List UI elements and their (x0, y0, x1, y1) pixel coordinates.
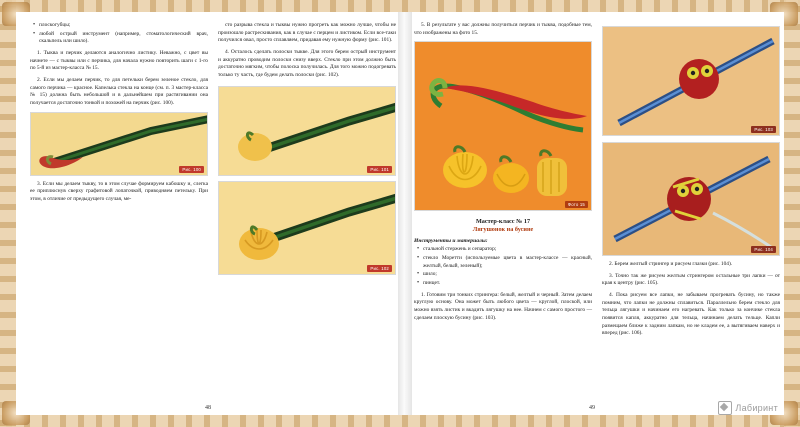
materials-heading: Инструменты и материалы: (414, 238, 488, 245)
photo-pepper-pumpkins (415, 42, 592, 210)
decorative-border-bottom (0, 415, 800, 427)
figure-caption: Рис. 103 (751, 126, 776, 133)
paragraph: 3. Если мы делаем тыкву, то в этом случае формируем кабошку и, слегка ее приплюснув сверху графитовой лопаточкой, приводняем петельку. При этом, в отличие от предыдущего случая, ме- (30, 180, 208, 203)
paragraph: 5. В результате у вас должны получиться перчик и тыква, подобные тем, что изображены на фото 15. (414, 22, 592, 36)
list-item: • любой острый инструмент (например, стоматологический врач, скальпель или шило). (39, 31, 208, 46)
left-page-column-1 (30, 22, 208, 380)
paragraph: 2. Если мы делаем перчик, то для петельки берем зеленое стекло, для самого перчика — красное. Капелька стекла на конце (см. п. 3 мастер-класса № 15) должна быть небольшой и в дальнейшем при растягивании она получается достаточно тонкой и похожей на перчик (рис. 100). (30, 77, 208, 107)
figure-bead-legs (602, 142, 780, 256)
decorative-border-left (0, 0, 16, 427)
left-page (16, 12, 400, 415)
figure-caption: Рис. 102 (367, 265, 392, 272)
pumpkin-illustration (219, 87, 396, 175)
bead-on-rod-illustration-2 (603, 143, 780, 255)
pumpkin-stripes-illustration (219, 182, 396, 274)
paragraph: 1. Тыква и перчик делаются аналогично листику. Неважно, с цвет вы начнете — с тыквы или с перчика, для начала нужно повторить шаги с 1-го по 5-й из мастер-класса № 15. (30, 50, 208, 72)
list-item: • стекло Моретти (используемые цвета в мастер-классе — красный, желтый, белый, зеленый); (423, 255, 592, 270)
master-class-title: Мастер-класс № 17 (475, 218, 531, 226)
paragraph: 1. Готовим три тонких стрингера: белый, желтый и черный. Затем делаем круглую основу. Она может быть любого цвета — круглой, плоской, или можно взять листик и вкадить лягушку на нее. Начнем с самого простого — сделаем плоскую бусину (рис. 103). (414, 291, 592, 321)
figure-photo15 (414, 41, 592, 211)
page-number-left: 48 (205, 405, 211, 411)
list-item: • стальной стержень и сепаратор; (423, 246, 592, 254)
bead-on-rod-illustration-1 (603, 27, 780, 135)
watermark (718, 401, 778, 415)
tools-list-left (30, 22, 208, 46)
figure-pumpkin-stripes (218, 181, 396, 275)
right-page (400, 12, 784, 415)
decorative-border-right (784, 0, 800, 427)
right-page-column-1 (414, 22, 592, 380)
figure-pepper (30, 112, 208, 176)
figure-pumpkin-shape (218, 86, 396, 176)
paragraph: 2. Берем желтый стрингер и рисуем глазки (рис. 104). (609, 261, 733, 267)
list-item: • плоскогубцы; (39, 22, 208, 30)
paragraph: 4. Осталось сделать полоски тыкве. Для этого берем острый инструмент и аккуратно проводим полоски снизу вверх. Стекло при этом должно быть достаточно мягким, чтобы полоска получилась. Для того можно подогревать только ту часть, где будем делать полоски (рис. 102). (218, 49, 396, 79)
watermark-label: Лабиринт (735, 403, 778, 413)
decorative-border-top (0, 0, 800, 12)
watermark-logo-icon (718, 401, 732, 415)
master-class-subtitle: Лягушонок на бусине (472, 226, 534, 234)
figure-bead-eyes (602, 26, 780, 136)
figure-caption: Рис. 101 (367, 166, 392, 173)
paragraph: 3. Точно так же рисуем желтым стрингером остальные три лапки — от края к центру (рис. 105). (602, 272, 780, 287)
list-item: • пинцет. (423, 280, 592, 288)
page-sheet (16, 12, 784, 415)
figure-caption: Фото 15 (565, 201, 588, 208)
materials-list (414, 246, 592, 287)
figure-caption: Рис. 104 (751, 246, 776, 253)
left-page-column-2 (218, 22, 396, 380)
page-number-right: 49 (589, 405, 595, 411)
right-page-column-2 (602, 22, 780, 380)
figure-caption: Рис. 100 (179, 166, 204, 173)
paragraph: сто разрыва стекла и тыквы нужно прогреть как можно лучше, чтобы не произошло растрескивания, как в случае с перцем и листиком. Если все-таки получился овал, просто сплавляем, придавая ему нужную форму (рис. 101). (218, 22, 396, 44)
paragraph: 4. Пока рисуем все лапки, не забываем прогревать бусину, но также помним, что лапки не должны сплавиться. Параллельно берем стекло для тельца лягушки и начинаем его нагревать. Как только за кончике стекла появится капля, аккуратно для тельца, начинаем делать тельце. Капли размещаем ближе к задним лапкам, но не кладем ее, а вытягиваем наверх и вперед (рис. 106). (602, 292, 780, 337)
list-item: • шило; (423, 271, 592, 279)
